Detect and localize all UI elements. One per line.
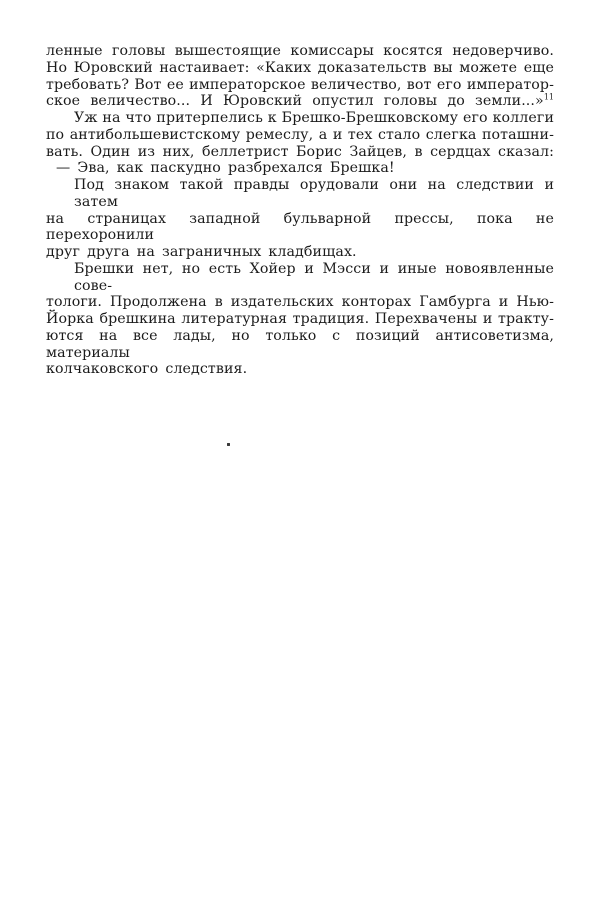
text-line-content: тологи. Продолжена в издательских конторах Гамбурга и Нью- [46, 294, 554, 311]
text-line [46, 211, 554, 245]
text-line [46, 311, 554, 328]
text-line-content: на страницах западной бульварной прессы, пока не перехоронили [46, 210, 554, 244]
text-line [46, 328, 554, 362]
text-line-content: ются на все лады, но только с позиций антисоветизма, материалы [46, 327, 554, 361]
text-line [46, 294, 554, 311]
text-line-content: Но Юровский настаивает: «Каких доказательств вы можете еще [46, 59, 554, 76]
text-line [46, 144, 554, 161]
text-block [46, 43, 554, 378]
text-line [46, 160, 554, 177]
ink-speck [227, 443, 230, 446]
text-line [46, 177, 554, 211]
text-line-content: — Эва, как паскудно разбрехался Брешка! [56, 160, 395, 177]
text-line-content: друг друга на заграничных кладбищах. [46, 244, 357, 260]
text-line-content: Уж на что притерпелись к Брешко-Брешковскому его коллеги [74, 110, 554, 126]
text-line-content: Под знаком такой правды орудовали они на следствии и затем [74, 177, 554, 210]
text-line [46, 93, 554, 110]
text-line [46, 43, 554, 60]
text-line [46, 244, 554, 261]
text-line [46, 110, 554, 127]
text-line-content: Брешки нет, но есть Хойер и Мэсси и иные новоявленные сове- [74, 260, 554, 294]
text-line [46, 261, 554, 295]
text-line-content: вать. Один из них, беллетрист Борис Зайцев, в сердцах сказал: [46, 143, 554, 160]
text-line [46, 127, 554, 144]
text-line [46, 361, 554, 378]
text-line-content: Йорка брешкина литературная традиция. Перехвачены и тракту- [46, 311, 554, 327]
text-line [46, 60, 554, 77]
text-line-content: ское величество... И Юровский опустил головы до земли...» [46, 93, 544, 110]
text-line [46, 77, 554, 94]
text-line-content: ленные головы вышестоящие комиссары косятся недоверчиво. [46, 43, 554, 59]
text-line-content: требовать? Вот ее императорское величество, вот его император- [46, 76, 554, 93]
text-line-content: по антибольшевистскому ремеслу, а и тех стало слегка поташни- [46, 126, 554, 143]
footnote-marker: 11 [543, 92, 554, 102]
text-line-content: колчаковского следствия. [46, 361, 248, 378]
